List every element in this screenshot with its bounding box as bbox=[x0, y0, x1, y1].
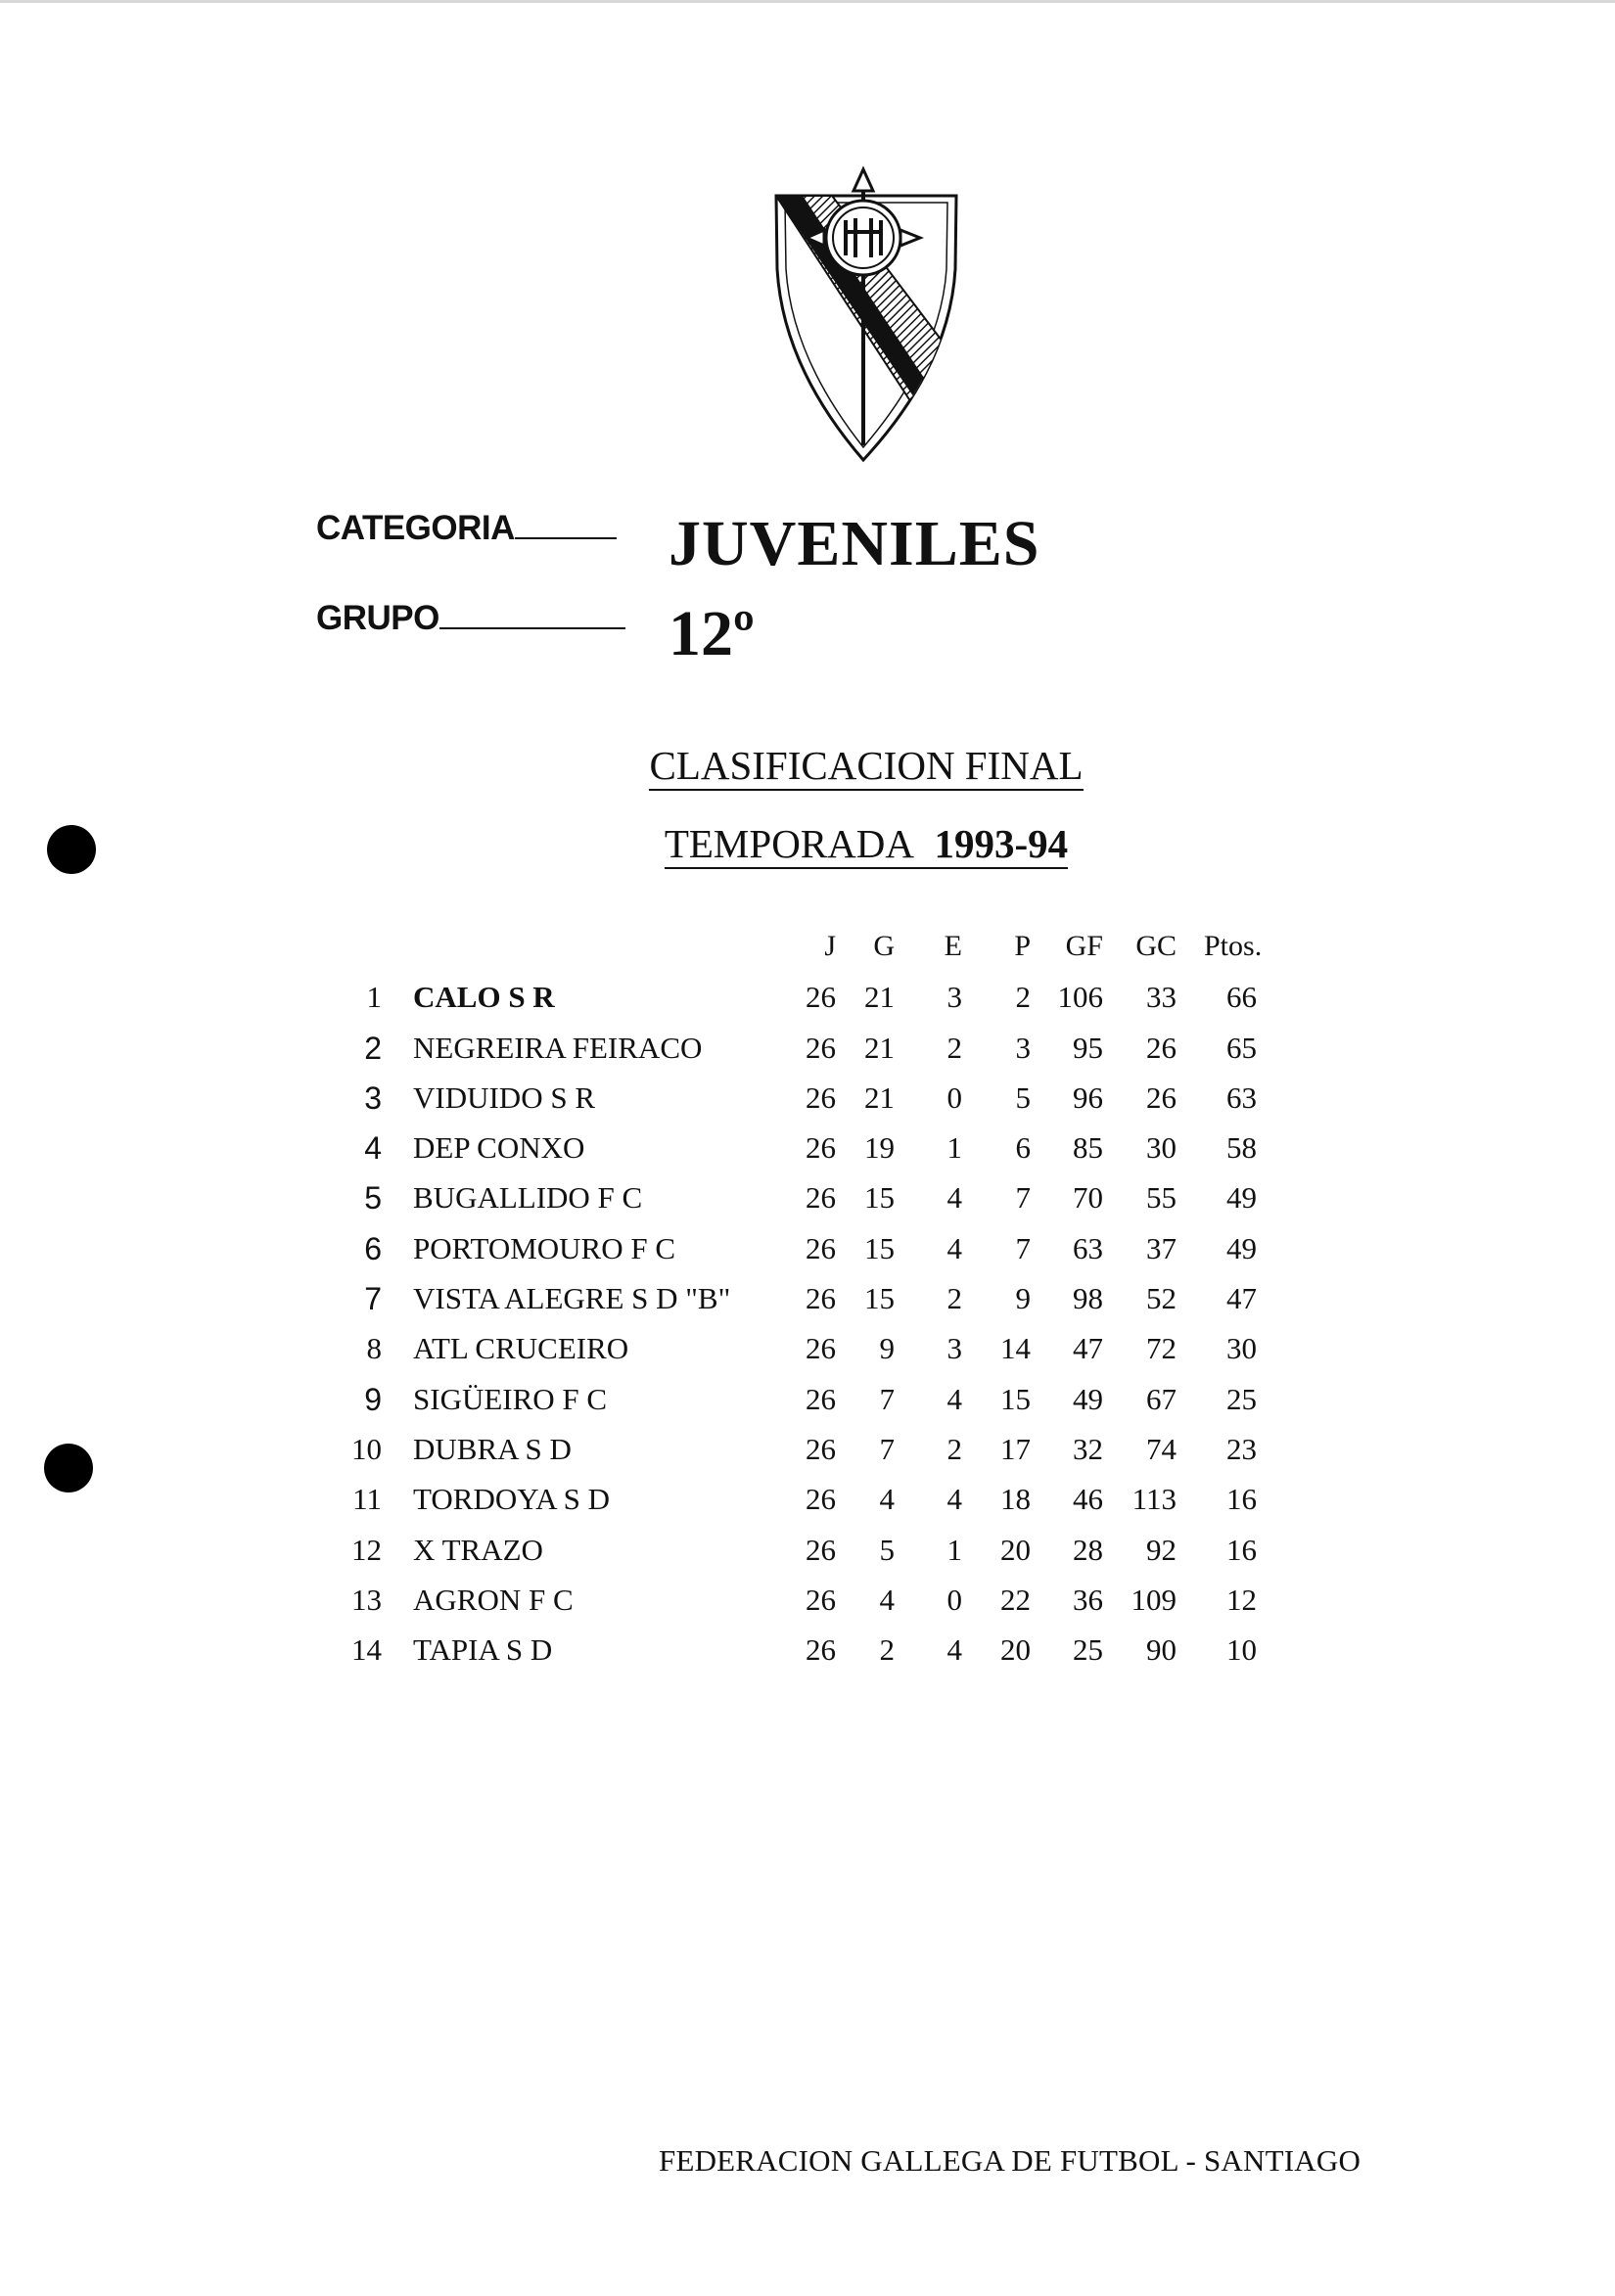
drawn-cell: 4 bbox=[946, 1482, 962, 1517]
table-row bbox=[0, 1281, 1615, 1331]
drawn-cell: 0 bbox=[946, 1582, 962, 1617]
position-cell: 10 bbox=[351, 1431, 382, 1466]
goals-for-cell: 106 bbox=[1057, 980, 1103, 1015]
position-cell: 8 bbox=[366, 1331, 382, 1366]
column-header-gc: GC bbox=[1135, 930, 1177, 962]
team-name-cell: TORDOYA S D bbox=[413, 1482, 610, 1517]
won-cell: 2 bbox=[879, 1632, 895, 1668]
played-cell: 26 bbox=[806, 1281, 836, 1316]
table-row bbox=[0, 1080, 1615, 1130]
season-title bbox=[636, 820, 1096, 867]
lost-cell: 6 bbox=[1015, 1130, 1031, 1166]
team-name-cell: BUGALLIDO F C bbox=[413, 1180, 643, 1216]
points-cell: 16 bbox=[1226, 1482, 1257, 1517]
page-top-edge bbox=[0, 0, 1615, 3]
goals-against-cell: 72 bbox=[1146, 1331, 1177, 1366]
table-row bbox=[0, 1583, 1615, 1632]
points-cell: 58 bbox=[1226, 1130, 1257, 1166]
won-cell: 4 bbox=[879, 1482, 895, 1517]
goals-against-cell: 113 bbox=[1131, 1482, 1177, 1517]
won-cell: 21 bbox=[864, 1030, 895, 1065]
goals-against-cell: 90 bbox=[1146, 1632, 1177, 1668]
won-cell: 19 bbox=[864, 1130, 895, 1166]
season-label: TEMPORADA bbox=[664, 821, 914, 866]
played-cell: 26 bbox=[806, 1582, 836, 1617]
group-label: GRUPO bbox=[316, 599, 625, 638]
played-cell: 26 bbox=[806, 1532, 836, 1567]
season-year: 1993-94 bbox=[934, 821, 1069, 866]
goals-for-cell: 36 bbox=[1073, 1582, 1103, 1617]
played-cell: 26 bbox=[806, 1130, 836, 1166]
table-row bbox=[0, 1231, 1615, 1281]
table-row bbox=[0, 1331, 1615, 1381]
position-cell: 4 bbox=[364, 1130, 382, 1167]
points-cell: 12 bbox=[1226, 1582, 1257, 1617]
goals-for-cell: 32 bbox=[1073, 1431, 1103, 1466]
goals-against-cell: 74 bbox=[1146, 1431, 1177, 1466]
position-cell: 14 bbox=[351, 1632, 382, 1668]
goals-against-cell: 37 bbox=[1146, 1230, 1177, 1265]
drawn-cell: 2 bbox=[946, 1431, 962, 1466]
drawn-cell: 2 bbox=[946, 1281, 962, 1316]
goals-for-cell: 46 bbox=[1073, 1482, 1103, 1517]
team-name-cell: CALO S R bbox=[413, 980, 555, 1015]
team-name-cell: SIGÜEIRO F C bbox=[413, 1381, 608, 1416]
table-row bbox=[0, 1632, 1615, 1682]
points-cell: 49 bbox=[1226, 1230, 1257, 1265]
points-cell: 49 bbox=[1226, 1180, 1257, 1216]
lost-cell: 7 bbox=[1015, 1180, 1031, 1216]
goals-for-cell: 96 bbox=[1073, 1079, 1103, 1115]
drawn-cell: 4 bbox=[946, 1381, 962, 1416]
goals-for-cell: 98 bbox=[1073, 1281, 1103, 1316]
won-cell: 15 bbox=[864, 1180, 895, 1216]
won-cell: 4 bbox=[879, 1582, 895, 1617]
goals-for-cell: 85 bbox=[1073, 1130, 1103, 1166]
won-cell: 21 bbox=[864, 1079, 895, 1115]
goals-for-cell: 25 bbox=[1073, 1632, 1103, 1668]
won-cell: 15 bbox=[864, 1230, 895, 1265]
goals-for-cell: 63 bbox=[1073, 1230, 1103, 1265]
goals-against-cell: 33 bbox=[1146, 980, 1177, 1015]
lost-cell: 17 bbox=[1000, 1431, 1031, 1466]
drawn-cell: 0 bbox=[946, 1079, 962, 1115]
team-name-cell: TAPIA S D bbox=[413, 1632, 553, 1668]
points-cell: 10 bbox=[1226, 1632, 1257, 1668]
column-header-j: J bbox=[824, 930, 836, 962]
drawn-cell: 4 bbox=[946, 1632, 962, 1668]
category-value: JUVENILES bbox=[669, 508, 1040, 579]
team-name-cell: NEGREIRA FEIRACO bbox=[413, 1030, 703, 1065]
position-cell: 1 bbox=[366, 980, 382, 1015]
table-body bbox=[0, 980, 1615, 1682]
table-row bbox=[0, 1382, 1615, 1432]
goals-against-cell: 92 bbox=[1146, 1532, 1177, 1567]
lost-cell: 20 bbox=[1000, 1632, 1031, 1668]
goals-for-cell: 95 bbox=[1073, 1030, 1103, 1065]
table-row bbox=[0, 1130, 1615, 1180]
lost-cell: 5 bbox=[1015, 1079, 1031, 1115]
lost-cell: 15 bbox=[1000, 1381, 1031, 1416]
punch-hole-top bbox=[47, 825, 96, 874]
lost-cell: 18 bbox=[1000, 1482, 1031, 1517]
position-cell: 7 bbox=[364, 1281, 382, 1317]
won-cell: 7 bbox=[879, 1431, 895, 1466]
played-cell: 26 bbox=[806, 1431, 836, 1466]
classification-title: CLASIFICACION FINAL bbox=[636, 742, 1096, 789]
played-cell: 26 bbox=[806, 1381, 836, 1416]
position-cell: 13 bbox=[351, 1582, 382, 1617]
position-cell: 9 bbox=[364, 1381, 382, 1417]
goals-against-cell: 55 bbox=[1146, 1180, 1177, 1216]
footer-federation: FEDERACION GALLEGA DE FUTBOL - SANTIAGO bbox=[659, 2143, 1361, 2178]
goals-against-cell: 52 bbox=[1146, 1281, 1177, 1316]
position-cell: 11 bbox=[352, 1482, 382, 1517]
won-cell: 9 bbox=[879, 1331, 895, 1366]
category-label: CATEGORIA bbox=[316, 509, 617, 548]
team-name-cell: AGRON F C bbox=[413, 1582, 574, 1617]
points-cell: 16 bbox=[1226, 1532, 1257, 1567]
lost-cell: 9 bbox=[1015, 1281, 1031, 1316]
team-name-cell: DEP CONXO bbox=[413, 1130, 585, 1166]
position-cell: 2 bbox=[364, 1030, 382, 1066]
drawn-cell: 1 bbox=[946, 1532, 962, 1567]
played-cell: 26 bbox=[806, 1482, 836, 1517]
drawn-cell: 3 bbox=[946, 980, 962, 1015]
goals-for-cell: 70 bbox=[1073, 1180, 1103, 1216]
column-header-g: G bbox=[873, 930, 895, 962]
standings-table bbox=[0, 930, 1615, 1682]
points-cell: 30 bbox=[1226, 1331, 1257, 1366]
team-name-cell: PORTOMOURO F C bbox=[413, 1230, 676, 1265]
lost-cell: 7 bbox=[1015, 1230, 1031, 1265]
table-row bbox=[0, 1482, 1615, 1532]
won-cell: 5 bbox=[879, 1532, 895, 1567]
federation-crest-logo bbox=[773, 161, 959, 465]
lost-cell: 22 bbox=[1000, 1582, 1031, 1617]
points-cell: 63 bbox=[1226, 1079, 1257, 1115]
team-name-cell: VIDUIDO S R bbox=[413, 1079, 595, 1115]
table-row bbox=[0, 1432, 1615, 1482]
position-cell: 6 bbox=[364, 1230, 382, 1266]
lost-cell: 20 bbox=[1000, 1532, 1031, 1567]
team-name-cell: X TRAZO bbox=[413, 1532, 543, 1567]
column-header-e: E bbox=[944, 930, 962, 962]
table-row bbox=[0, 1180, 1615, 1230]
column-header-p: P bbox=[1014, 930, 1031, 962]
points-cell: 66 bbox=[1226, 980, 1257, 1015]
played-cell: 26 bbox=[806, 1180, 836, 1216]
position-cell: 5 bbox=[364, 1180, 382, 1217]
goals-against-cell: 26 bbox=[1146, 1079, 1177, 1115]
won-cell: 7 bbox=[879, 1381, 895, 1416]
drawn-cell: 1 bbox=[946, 1130, 962, 1166]
goals-for-cell: 28 bbox=[1073, 1532, 1103, 1567]
goals-against-cell: 30 bbox=[1146, 1130, 1177, 1166]
drawn-cell: 4 bbox=[946, 1230, 962, 1265]
points-cell: 47 bbox=[1226, 1281, 1257, 1316]
team-name-cell: DUBRA S D bbox=[413, 1431, 572, 1466]
column-header-pts: Ptos. bbox=[1204, 930, 1263, 962]
table-row bbox=[0, 980, 1615, 1030]
points-cell: 23 bbox=[1226, 1431, 1257, 1466]
goals-against-cell: 67 bbox=[1146, 1381, 1177, 1416]
goals-against-cell: 26 bbox=[1146, 1030, 1177, 1065]
points-cell: 25 bbox=[1226, 1381, 1257, 1416]
goals-for-cell: 49 bbox=[1073, 1381, 1103, 1416]
lost-cell: 3 bbox=[1015, 1030, 1031, 1065]
drawn-cell: 4 bbox=[946, 1180, 962, 1216]
drawn-cell: 3 bbox=[946, 1331, 962, 1366]
column-header-gf: GF bbox=[1065, 930, 1103, 962]
played-cell: 26 bbox=[806, 1331, 836, 1366]
played-cell: 26 bbox=[806, 1632, 836, 1668]
lost-cell: 2 bbox=[1015, 980, 1031, 1015]
table-row bbox=[0, 1031, 1615, 1080]
table-row bbox=[0, 1533, 1615, 1583]
table-header bbox=[0, 930, 1615, 980]
goals-for-cell: 47 bbox=[1073, 1331, 1103, 1366]
points-cell: 65 bbox=[1226, 1030, 1257, 1065]
lost-cell: 14 bbox=[1000, 1331, 1031, 1366]
played-cell: 26 bbox=[806, 1079, 836, 1115]
team-name-cell: ATL CRUCEIRO bbox=[413, 1331, 629, 1366]
played-cell: 26 bbox=[806, 1030, 836, 1065]
goals-against-cell: 109 bbox=[1130, 1582, 1177, 1617]
won-cell: 21 bbox=[864, 980, 895, 1015]
team-name-cell: VISTA ALEGRE S D "B" bbox=[413, 1281, 731, 1316]
position-cell: 3 bbox=[364, 1079, 382, 1116]
played-cell: 26 bbox=[806, 980, 836, 1015]
position-cell: 12 bbox=[351, 1532, 382, 1567]
group-value: 12º bbox=[669, 598, 755, 669]
played-cell: 26 bbox=[806, 1230, 836, 1265]
won-cell: 15 bbox=[864, 1281, 895, 1316]
drawn-cell: 2 bbox=[946, 1030, 962, 1065]
